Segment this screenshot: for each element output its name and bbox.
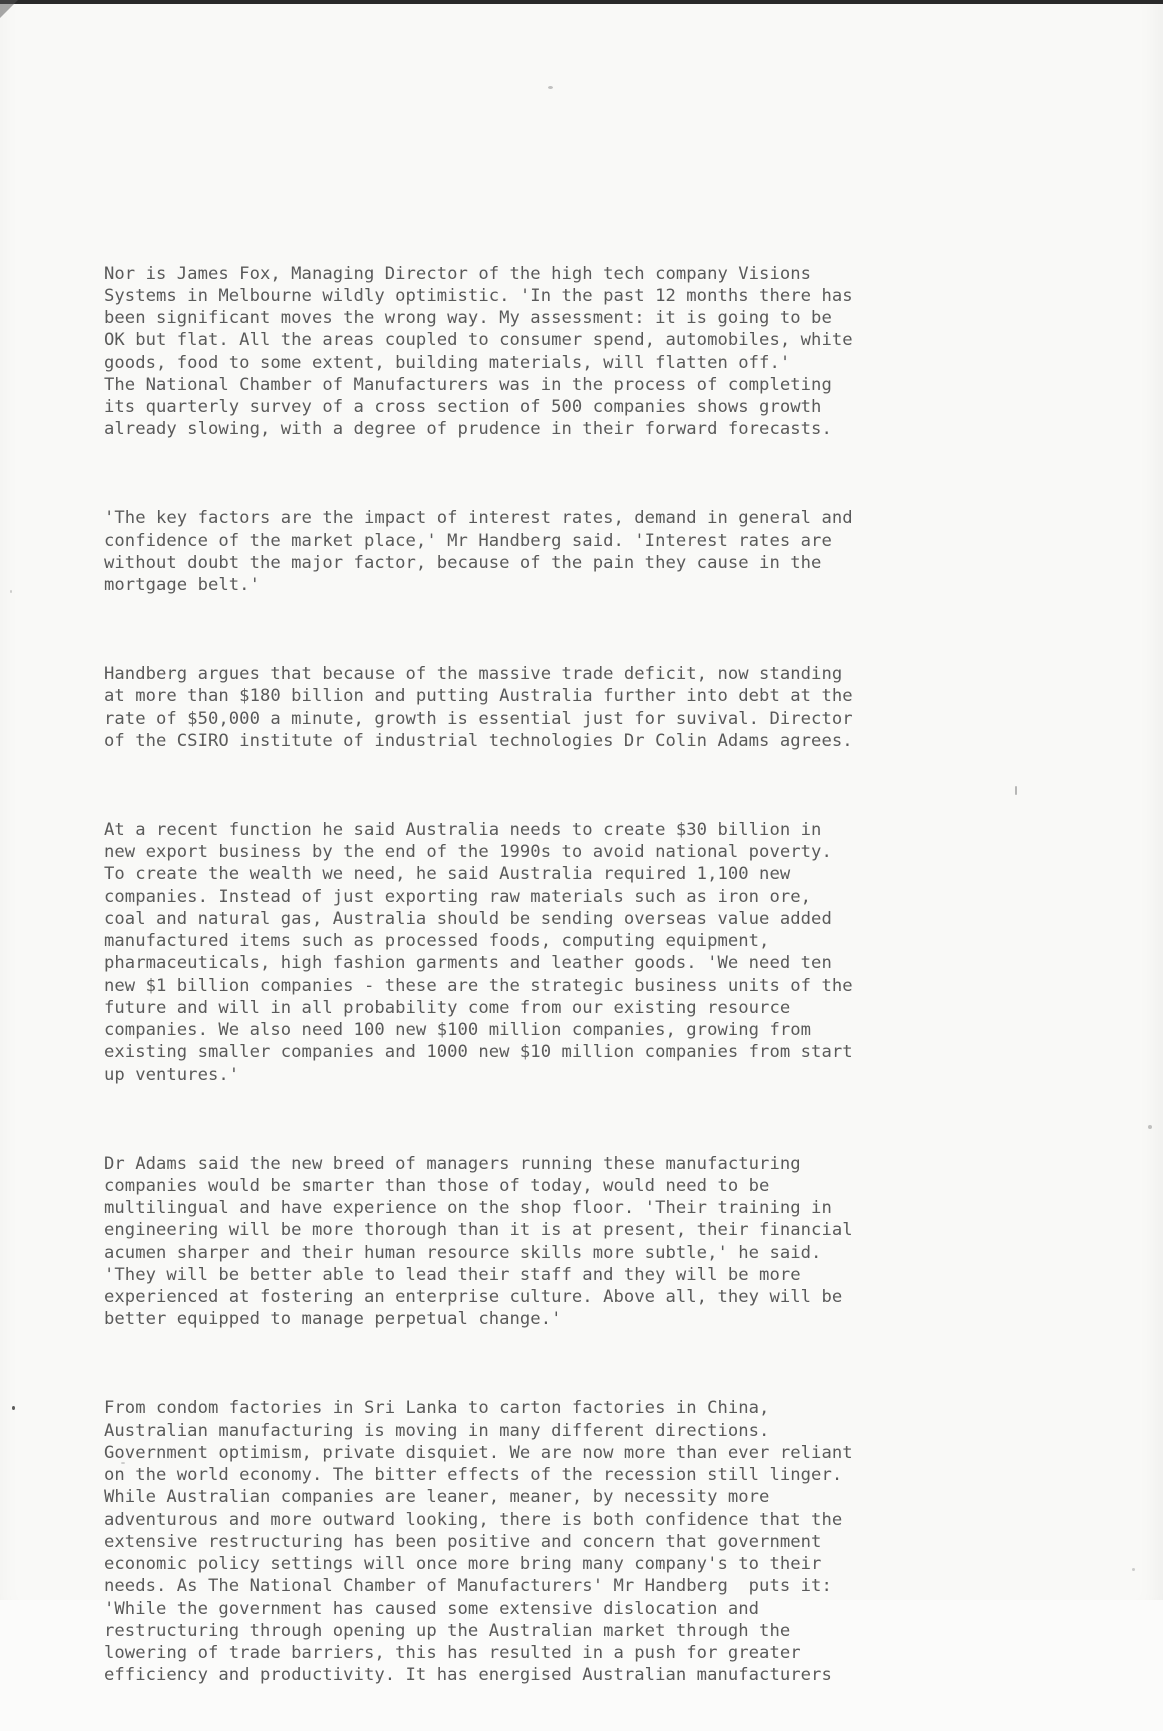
scan-speck	[10, 590, 12, 593]
paragraph-1: Nor is James Fox, Managing Director of the high tech company Visions Systems in Melbourne wildly optimistic. 'In the past 12 months there has been significant moves the wrong way. My assessment: it is going to be OK but flat. All the areas coupled to consumer spend, automobiles, white goods, food to some extent, building materials, will flatten off.' The National Chamber of Manufacturers was in the process of completing its quarterly survey of a cross section of 500 companies shows growth already slowing, with a degree of prudence in their forward forecasts.	[104, 263, 853, 440]
scan-speck	[121, 1462, 125, 1464]
article-body	[104, 218, 934, 1731]
scan-speck	[12, 1406, 15, 1410]
paragraph-6: From condom factories in Sri Lanka to carton factories in China, Australian manufacturing is moving in many different directions. Government optimism, private disquiet. We are now more than ever reliant on the world economy. The bitter effects of the recession still linger. While Australian companies are leaner, meaner, by necessity more adventurous and more outward looking, there is both confidence that the extensive restructuring has been positive and concern that government economic policy settings will once more bring many company's to their needs. As The National Chamber of Manufacturers' Mr Handberg puts it: 'While the government has caused some extensive dislocation and restructuring through opening up the Australian market through the lowering of trade barriers, this has resulted in a push for greater efficiency and productivity. It has energised Australian manufacturers	[104, 1398, 853, 1686]
scan-speck	[548, 86, 553, 89]
page-corner-fold	[0, 0, 18, 18]
scan-speck	[1015, 786, 1017, 795]
scan-speck	[1148, 1125, 1152, 1129]
scan-speck	[1132, 1568, 1135, 1571]
paragraph-5: Dr Adams said the new breed of managers running these manufacturing companies would be smarter than those of today, would need to be multilingual and have experience on the shop floor. 'Their training in engineering will be more thorough than it is at present, their financial acumen sharper and their human resource skills more subtle,' he said. 'They will be better able to lead their staff and they will be more experienced at fostering an enterprise culture. Above all, they will be better equipped to manage perpetual change.'	[104, 1153, 853, 1330]
paragraph-4: At a recent function he said Australia needs to create $30 billion in new export business by the end of the 1990s to avoid national poverty. To create the wealth we need, he said Australia required 1,100 new companies. Instead of just exporting raw materials such as iron ore, coal and natural gas, Australia should be sending overseas value added manufactured items such as processed foods, computing equipment, pharmaceuticals, high fashion garments and leather goods. 'We need ten new $1 billion companies - these are the strategic business units of the future and will in all probability come from our existing resource companies. We also need 100 new $100 million companies, growing from existing smaller companies and 1000 new $10 million companies from start up ventures.'	[104, 819, 853, 1085]
paragraph-3: Handberg argues that because of the massive trade deficit, now standing at more than $180 billion and putting Australia further into debt at the rate of $50,000 a minute, growth is essential just for suvival. Director of the CSIRO institute of industrial technologies Dr Colin Adams agrees.	[104, 664, 853, 751]
paragraph-2: 'The key factors are the impact of interest rates, demand in general and confidence of the market place,' Mr Handberg said. 'Interest rates are without doubt the major factor, because of the pain they cause in the mortgage belt.'	[104, 508, 853, 595]
